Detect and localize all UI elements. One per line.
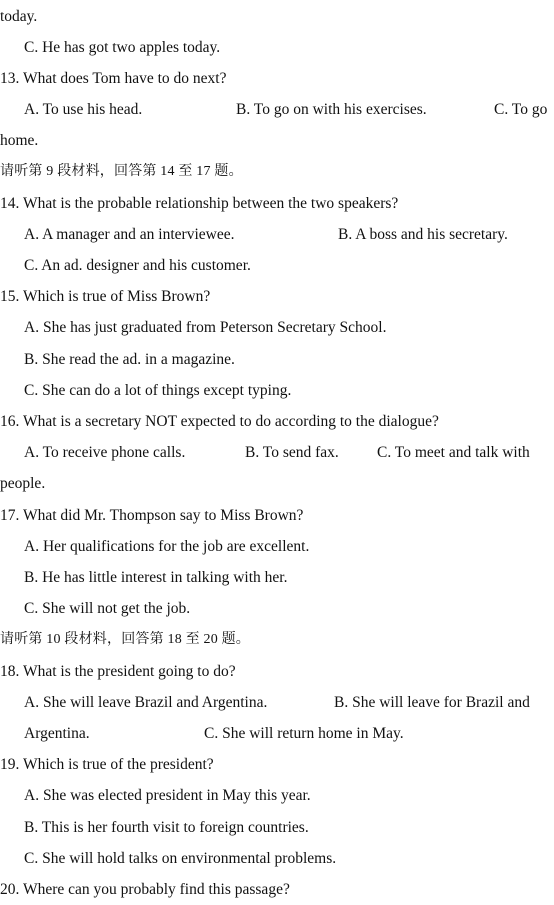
option-a-q19: A. She was elected president in May this year. xyxy=(24,787,311,804)
question-20: 20. Where can you probably find this passage? xyxy=(0,881,290,898)
question-16: 16. What is a secretary NOT expected to do according to the dialogue? xyxy=(0,413,439,430)
option-a-q17: A. Her qualifications for the job are excellent. xyxy=(24,538,310,555)
option-b-q14: B. A boss and his secretary. xyxy=(338,226,508,243)
question-17: 17. What did Mr. Thompson say to Miss Brown? xyxy=(0,507,304,524)
option-a-q14: A. A manager and an interviewee. xyxy=(24,226,235,243)
option-c-q13-wrap: home. xyxy=(0,132,39,149)
text-line: today. xyxy=(0,8,38,25)
option-c-q14: C. An ad. designer and his customer. xyxy=(24,257,251,274)
option-c-q12: C. He has got two apples today. xyxy=(24,39,221,56)
question-18: 18. What is the president going to do? xyxy=(0,663,236,680)
option-b-q15: B. She read the ad. in a magazine. xyxy=(24,351,235,368)
options-q18-wrap xyxy=(24,718,554,749)
option-c-q16-wrap: people. xyxy=(0,475,46,492)
option-c-q17: C. She will not get the job. xyxy=(24,600,191,617)
option-c-q18: C. She will return home in May. xyxy=(204,725,404,742)
option-b-q19: B. This is her fourth visit to foreign countries. xyxy=(24,819,309,836)
option-c-q15: C. She can do a lot of things except typing. xyxy=(24,382,292,399)
option-b-q17: B. He has little interest in talking with her. xyxy=(24,569,288,586)
option-a-q15: A. She has just graduated from Peterson Secretary School. xyxy=(24,319,387,336)
option-b-q18: B. She will leave for Brazil and xyxy=(334,694,530,711)
question-19: 19. Which is true of the president? xyxy=(0,756,214,773)
option-a-q13: A. To use his head. xyxy=(24,101,143,118)
option-c-q19: C. She will hold talks on environmental problems. xyxy=(24,850,337,867)
option-c-q16: C. To meet and talk with xyxy=(377,444,530,461)
option-b-q16: B. To send fax. xyxy=(245,444,339,461)
section-heading-10: 请听第 10 段材料，回答第 18 至 20 题。 xyxy=(0,632,250,647)
options-q14 xyxy=(24,219,554,250)
options-q13 xyxy=(24,94,554,125)
question-14: 14. What is the probable relationship between the two speakers? xyxy=(0,195,399,212)
option-c-q13: C. To go xyxy=(494,101,548,118)
options-q16 xyxy=(24,437,554,468)
section-heading-9: 请听第 9 段材料，回答第 14 至 17 题。 xyxy=(0,164,243,179)
question-13: 13. What does Tom have to do next? xyxy=(0,70,227,87)
option-b-q13: B. To go on with his exercises. xyxy=(236,101,427,118)
option-b-q18-wrap: Argentina. xyxy=(24,725,90,742)
option-a-q18: A. She will leave Brazil and Argentina. xyxy=(24,694,268,711)
option-a-q16: A. To receive phone calls. xyxy=(24,444,186,461)
question-15: 15. Which is true of Miss Brown? xyxy=(0,288,211,305)
options-q18 xyxy=(24,687,554,718)
